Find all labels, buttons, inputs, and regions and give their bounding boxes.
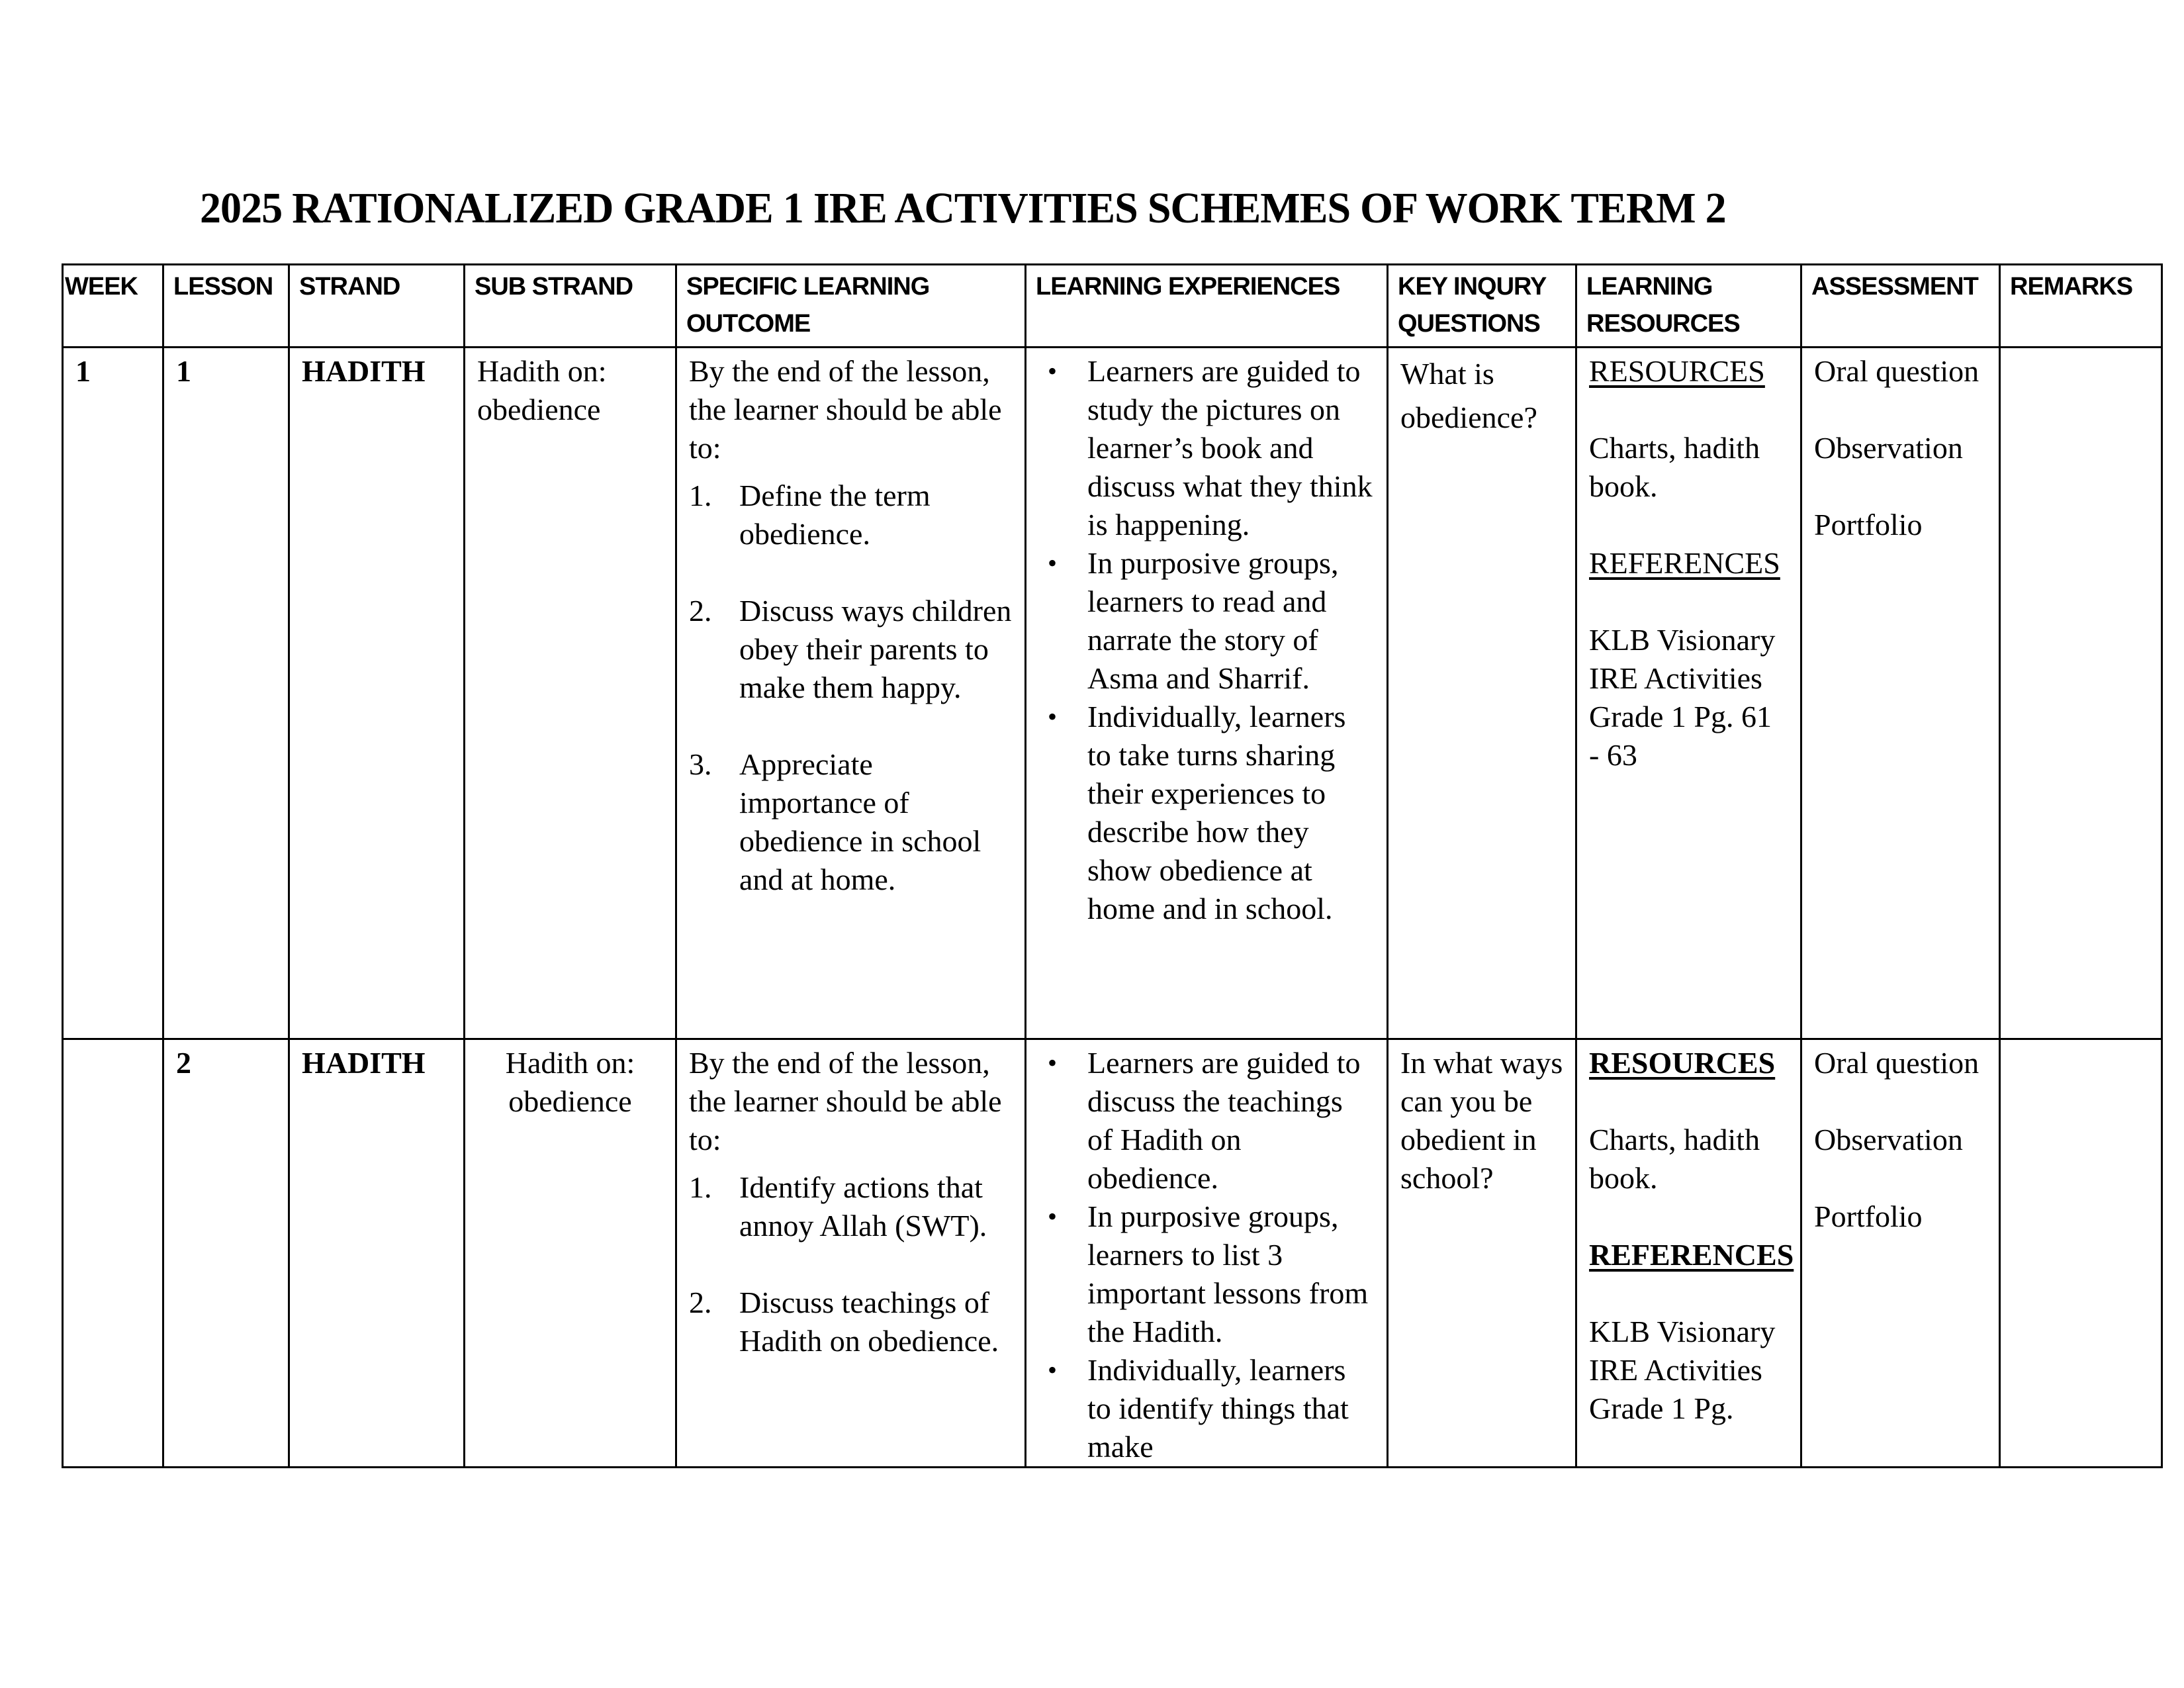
resources-heading: RESOURCES (1589, 1046, 1776, 1080)
experience-item: • Learners are guided to study the pictures on learner’s book and discuss what they think is happening. (1038, 352, 1375, 544)
lesson-cell: 1 (163, 348, 289, 1039)
assessment-item: Portfolio (1814, 1199, 1923, 1233)
outcome-item: 1. Define the term obedience. (689, 479, 931, 551)
experience-item: • In purposive groups, learners to list 3 important lessons from the Hadith. (1038, 1197, 1375, 1351)
references-heading: REFERENCES (1589, 546, 1780, 580)
lesson-cell: 2 (163, 1039, 289, 1468)
remarks-cell (2000, 348, 2162, 1039)
references-heading: REFERENCES (1589, 1238, 1794, 1272)
resources-text: Charts, hadith book. (1589, 1123, 1760, 1195)
resources-cell (1576, 348, 1801, 1039)
references-text: KLB Visionary IRE Activities Grade 1 Pg. 61 - 63 (1589, 623, 1776, 772)
experience-item: • In purposive groups, learners to read and narrate the story of Asma and Sharrif. (1038, 544, 1375, 698)
outcome-item: 1. Identify actions that annoy Allah (SWT). (689, 1170, 987, 1243)
header-key-inquiry-questions: KEY INQURY QUESTIONS (1388, 265, 1576, 348)
week-cell: 1 (63, 348, 163, 1039)
experiences-cell (1026, 348, 1388, 1039)
experience-list (1038, 1044, 1375, 1466)
outcome-intro: By the end of the lesson, the learner should be able to: (689, 354, 1002, 465)
bullet-icon: • (1048, 1355, 1058, 1385)
table-row (63, 348, 2162, 1039)
assessment-item: Observation (1814, 1123, 1963, 1156)
bullet-icon: • (1048, 702, 1058, 731)
outcome-list (689, 1168, 1013, 1360)
header-lesson: LESSON (163, 265, 289, 348)
header-learning-experiences: LEARNING EXPERIENCES (1026, 265, 1388, 348)
bullet-icon: • (1048, 356, 1058, 386)
resources-heading: RESOURCES (1589, 354, 1765, 388)
assessment-item: Oral question (1814, 354, 1979, 388)
strand-cell: HADITH (289, 1039, 465, 1468)
header-learning-resources: LEARNING RESOURCES (1576, 265, 1801, 348)
sub-strand-cell: Hadith on: obedience (465, 348, 676, 1039)
page-title: 2025 RATIONALIZED GRADE 1 IRE ACTIVITIES SCHEMES OF WORK TERM 2 (200, 184, 1726, 232)
resources-cell (1576, 1039, 1801, 1468)
assessment-item: Portfolio (1814, 508, 1923, 541)
experiences-cell (1026, 1039, 1388, 1468)
resources-text: Charts, hadith book. (1589, 431, 1760, 503)
header-specific-learning-outcome: SPECIFIC LEARNING OUTCOME (676, 265, 1026, 348)
experience-item: • Learners are guided to discuss the teachings of Hadith on obedience. (1038, 1044, 1375, 1197)
assessment-cell (1801, 1039, 2000, 1468)
experience-item: • Individually, learners to identify things that make (1038, 1351, 1375, 1466)
header-week: WEEK (63, 265, 163, 348)
bullet-icon: • (1048, 548, 1058, 578)
scheme-of-work-table (62, 263, 2163, 1468)
bullet-icon: • (1048, 1048, 1058, 1078)
outcome-intro: By the end of the lesson, the learner should be able to: (689, 1046, 1002, 1156)
experience-item: • Individually, learners to take turns sharing their experiences to describe how they show obedience at home and in school. (1038, 698, 1375, 928)
outcome-cell (676, 1039, 1026, 1468)
experience-list (1038, 352, 1375, 928)
key-question-cell: What is obedience? (1388, 348, 1576, 1039)
outcome-item: 2. Discuss teachings of Hadith on obedience. (689, 1286, 999, 1358)
header-assessment: ASSESSMENT (1801, 265, 2000, 348)
sub-strand-cell: Hadith on: obedience (465, 1039, 676, 1468)
references-text: KLB Visionary IRE Activities Grade 1 Pg. (1589, 1315, 1776, 1425)
header-sub-strand: SUB STRAND (465, 265, 676, 348)
outcome-cell (676, 348, 1026, 1039)
key-question-cell: In what ways can you be obedient in school? (1388, 1039, 1576, 1468)
assessment-cell (1801, 348, 2000, 1039)
table-row (63, 1039, 2162, 1468)
header-row (63, 265, 2162, 348)
strand-cell: HADITH (289, 348, 465, 1039)
assessment-item: Oral question (1814, 1046, 1979, 1080)
bullet-icon: • (1048, 1201, 1058, 1231)
outcome-item: 3. Appreciate importance of obedience in school and at home. (689, 747, 981, 896)
header-strand: STRAND (289, 265, 465, 348)
header-remarks: REMARKS (2000, 265, 2162, 348)
week-cell (63, 1039, 163, 1468)
outcome-list (689, 477, 1013, 899)
outcome-item: 2. Discuss ways children obey their parents to make them happy. (689, 594, 1012, 704)
remarks-cell (2000, 1039, 2162, 1468)
assessment-item: Observation (1814, 431, 1963, 465)
